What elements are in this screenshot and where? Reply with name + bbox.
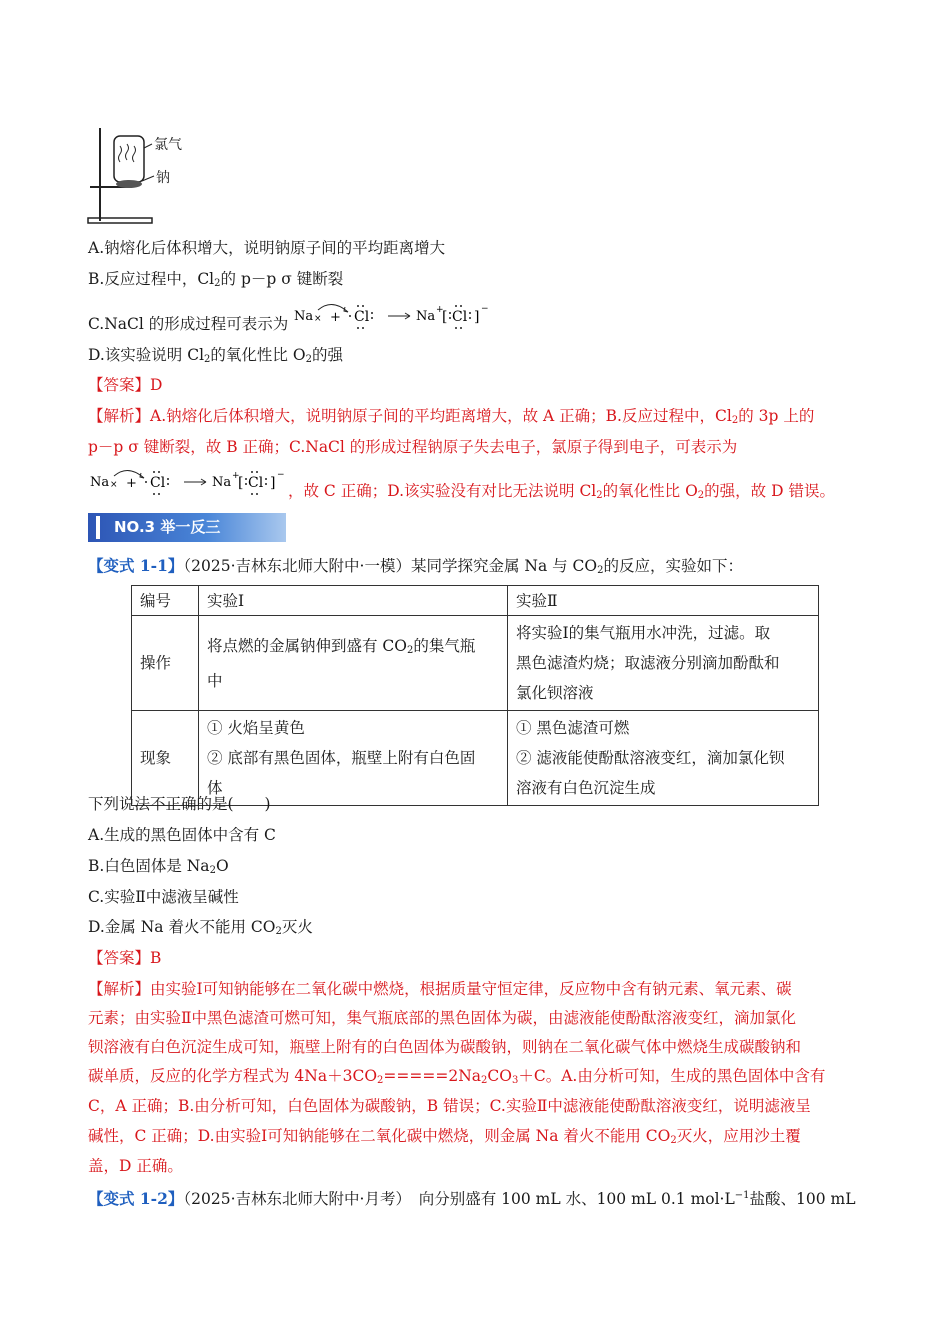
v1-option-b: B.白色固体是 $Na_2O$ <box>88 857 229 876</box>
table-header-cell: 编号 <box>132 586 199 616</box>
experiment-table <box>131 585 819 806</box>
nacl-formation-formula <box>292 300 497 332</box>
v1-analysis-line-3: 钡溶液有白色沉淀生成可知，瓶壁上附有的白色固体为碳酸钠，则钠在二氧化碳气体中燃烧生成碳酸钠和 <box>88 1038 802 1056</box>
svg-text:Cl: Cl <box>150 475 166 491</box>
svg-text:+: + <box>126 476 137 491</box>
table-cell: 将点燃的金属钠伸到盛有 $CO_2$的集气瓶 中 <box>199 616 508 711</box>
table-header-cell: 实验Ⅰ <box>199 586 508 616</box>
svg-text:+: + <box>330 310 341 325</box>
q1-option-b: B.反应过程中，$Cl_2$的 p－p σ 键断裂 <box>88 270 344 289</box>
table-row <box>132 586 819 616</box>
svg-text:[: [ <box>442 309 448 325</box>
section-banner: NO.3 举一反三 <box>88 513 286 542</box>
v1-option-d: D.金属 Na 着火不能用 $CO_2$灭火 <box>88 918 313 937</box>
svg-text:]: ] <box>474 309 480 325</box>
q1-analysis-line-1: 【解析】A.钠熔化后体积增大，说明钠原子间的平均距离增大，故 A 正确；B.反应过程中，$Cl_2$的 3p 上的 <box>88 407 815 426</box>
svg-text:Na: Na <box>212 475 232 490</box>
q1-option-d: D.该实验说明 $Cl_2$的氧化性比 $O_2$的强 <box>88 346 343 365</box>
v1-question: 下列说法不正确的是( ) <box>88 795 271 813</box>
svg-text:−: − <box>481 304 489 314</box>
svg-text:×: × <box>314 314 322 324</box>
svg-text:+: + <box>232 471 240 481</box>
nacl-formation-formula-analysis <box>88 466 293 498</box>
v1-analysis-line-1: 【解析】由实验Ⅰ可知钠能够在二氧化碳中燃烧，根据质量守恒定律，反应物中含有钠元素、氧元素、碳 <box>88 980 792 998</box>
q1-analysis-line-3: ，故 C 正确；D.该实验没有对比无法说明 $Cl_2$的氧化性比 $O_2$的强，故 D 错误。 <box>288 482 835 501</box>
table-row <box>132 616 819 711</box>
svg-text:Cl: Cl <box>354 309 370 325</box>
table-cell: ① 火焰呈黄色 ② 底部有黑色固体，瓶壁上附有白色固 体 <box>199 711 508 806</box>
table-cell: 操作 <box>132 616 199 711</box>
q1-analysis-line-2: p－p σ 键断裂，故 B 正确；C.NaCl 的形成过程钠原子失去电子，氯原子得到电子，可表示为 <box>88 438 738 456</box>
svg-text:−: − <box>277 470 285 480</box>
v1-analysis-line-7: 盖，D 正确。 <box>88 1157 183 1175</box>
table-cell: ① 黑色滤渣可燃 ② 滤液能使酚酞溶液变红，滴加氯化钡 溶液有白色沉淀生成 <box>508 711 819 806</box>
q1-option-a: A.钠熔化后体积增大，说明钠原子间的平均距离增大 <box>88 239 446 257</box>
q1-option-c: C.NaCl 的形成过程可表示为 <box>88 315 289 333</box>
label-chlorine: 氯气 <box>154 137 182 153</box>
svg-text:]: ] <box>270 475 276 491</box>
svg-text:×: × <box>110 480 118 490</box>
svg-text:Na: Na <box>90 475 110 490</box>
v1-analysis-line-6: 碱性，C 正确；D.由实验Ⅰ可知钠能够在二氧化碳中燃烧，则金属 Na 着火不能用 $CO_2$灭火，应用沙土覆 <box>88 1127 801 1146</box>
q1-answer: 【答案】D <box>88 376 163 394</box>
svg-text:[: [ <box>238 475 244 491</box>
svg-text:Na: Na <box>294 309 314 324</box>
v1-analysis-line-5: C，A 正确；B.由分析可知，白色固体为碳酸钠，B 错误；C.实验Ⅱ中滤液能使酚酞溶液变红，说明滤液呈 <box>88 1097 811 1115</box>
svg-text:Cl: Cl <box>248 475 264 491</box>
v1-option-a: A.生成的黑色固体中含有 C <box>88 826 276 844</box>
v1-option-c: C.实验Ⅱ中滤液呈碱性 <box>88 888 239 906</box>
table-cell: 将实验Ⅰ的集气瓶用水冲洗，过滤。取 黑色滤渣灼烧；取滤液分别滴加酚酞和 氯化钡溶液 <box>508 616 819 711</box>
v1-analysis-line-2: 元素；由实验Ⅱ中黑色滤渣可燃可知，集气瓶底部的黑色固体为碳，由滤液能使酚酞溶液变红，滴加氯化 <box>88 1009 797 1027</box>
svg-text:Na: Na <box>416 309 436 324</box>
v1-stem: 【变式 1-1】（2025·吉林东北师大附中·一模）某同学探究金属 Na 与 $CO_2$的反应，实验如下： <box>88 556 744 576</box>
v2-stem: 【变式 1-2】（2025·吉林东北师大附中·月考） 向分别盛有 100 mL 水、100 mL 0.1 $mol\cdot L^{-1}$盐酸、100 mL <box>88 1189 856 1208</box>
svg-text:+: + <box>436 305 444 315</box>
label-sodium: 钠 <box>156 170 170 186</box>
v1-analysis-line-4: 碳单质，反应的化学方程式为 $4Na+3CO_2=====2Na_2CO_3+C$。A.由分析可知，生成的黑色固体中含有 <box>88 1067 826 1086</box>
svg-text:Cl: Cl <box>452 309 468 325</box>
v1-answer: 【答案】B <box>88 949 162 967</box>
table-row <box>132 711 819 806</box>
table-header-cell: 实验Ⅱ <box>508 586 819 616</box>
table-cell: 现象 <box>132 711 199 806</box>
